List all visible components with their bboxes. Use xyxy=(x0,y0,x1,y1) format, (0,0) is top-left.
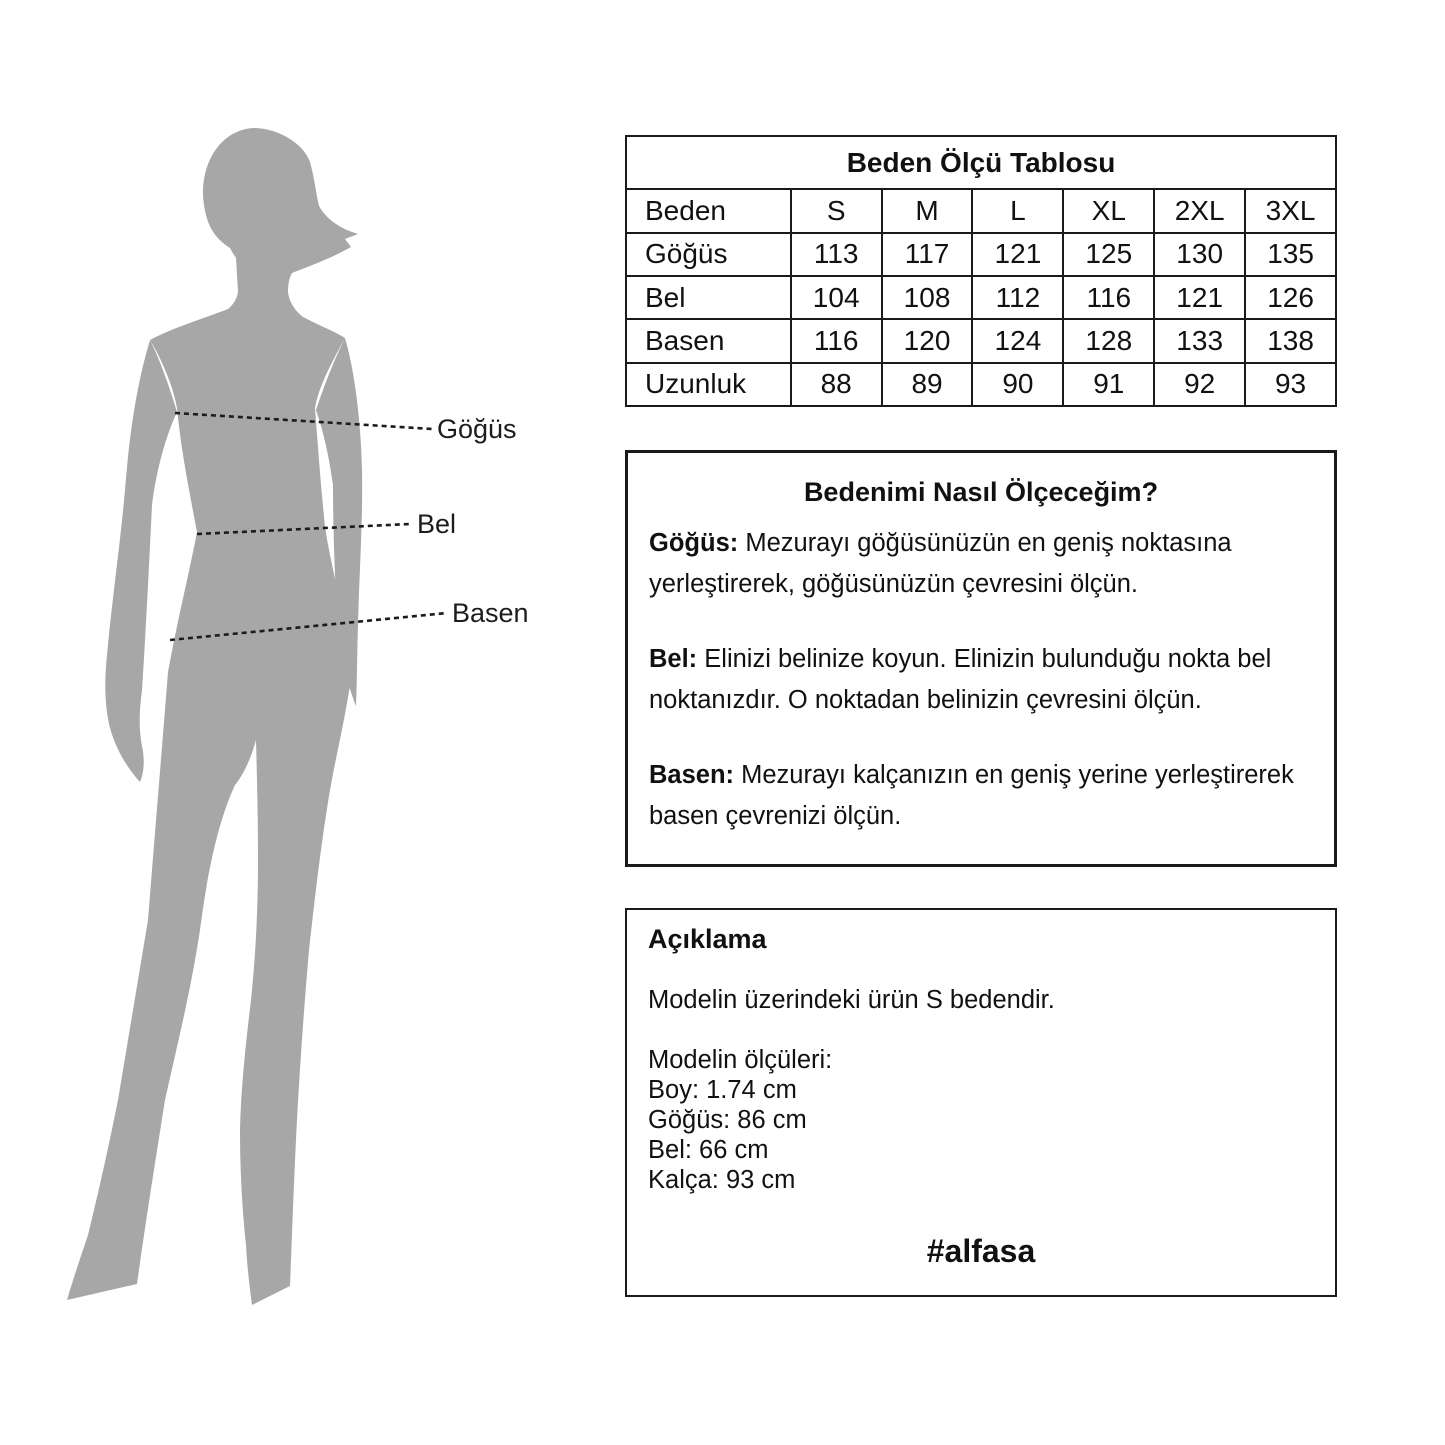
table-cell: 108 xyxy=(882,276,973,319)
table-row xyxy=(626,319,1336,362)
guide-lead-basen: Basen: xyxy=(649,761,735,789)
table-header-label: Beden xyxy=(626,189,791,232)
description-box xyxy=(625,908,1337,1297)
female-silhouette-diagram xyxy=(65,128,460,1312)
table-header-size: 2XL xyxy=(1154,189,1245,232)
table-row xyxy=(626,276,1336,319)
table-cell: 121 xyxy=(1154,276,1245,319)
table-cell: 120 xyxy=(882,319,973,362)
guide-lead-bel: Bel: xyxy=(649,645,698,673)
table-cell: 133 xyxy=(1154,319,1245,362)
table-cell: 104 xyxy=(791,276,882,319)
model-measurement-gogus: Göğüs: 86 cm xyxy=(648,1106,807,1134)
size-table-title: Beden Ölçü Tablosu xyxy=(626,136,1336,189)
brand-hashtag: #alfasa xyxy=(926,1233,1036,1269)
table-row xyxy=(626,189,1336,232)
guide-paragraph-bel xyxy=(649,639,1313,721)
model-measurement-kalca: Kalça: 93 cm xyxy=(648,1166,796,1194)
table-cell: 91 xyxy=(1063,363,1154,406)
model-measurements-title: Modelin ölçüleri: xyxy=(648,1046,833,1074)
table-cell: 88 xyxy=(791,363,882,406)
table-cell: 128 xyxy=(1063,319,1154,362)
table-cell: 135 xyxy=(1245,233,1336,276)
figure-label-basen: Basen xyxy=(452,598,529,628)
size-table xyxy=(625,135,1337,407)
table-row-label: Göğüs xyxy=(626,233,791,276)
size-table-title-row xyxy=(626,136,1336,189)
model-measurement-bel: Bel: 66 cm xyxy=(648,1136,769,1164)
table-cell: 125 xyxy=(1063,233,1154,276)
table-row-label: Basen xyxy=(626,319,791,362)
table-header-size: XL xyxy=(1063,189,1154,232)
table-cell: 126 xyxy=(1245,276,1336,319)
table-cell: 92 xyxy=(1154,363,1245,406)
table-row-label: Bel xyxy=(626,276,791,319)
guide-text-bel: Elinizi belinize koyun. Elinizin bulunduğu nokta bel noktanızdır. O noktadan belinizin çevresini ölçün. xyxy=(649,645,1272,714)
table-cell: 124 xyxy=(972,319,1063,362)
table-cell: 138 xyxy=(1245,319,1336,362)
guide-paragraph-basen xyxy=(649,755,1313,837)
table-row xyxy=(626,363,1336,406)
guide-lead-gogus: Göğüs: xyxy=(649,529,739,557)
table-cell: 116 xyxy=(791,319,882,362)
table-cell: 113 xyxy=(791,233,882,276)
table-row xyxy=(626,233,1336,276)
figure-label-bel: Bel xyxy=(417,509,457,539)
table-cell: 93 xyxy=(1245,363,1336,406)
model-size-note: Modelin üzerindeki ürün S bedendir. xyxy=(648,986,1055,1014)
table-cell: 90 xyxy=(972,363,1063,406)
measure-guide-box xyxy=(625,450,1337,867)
table-cell: 130 xyxy=(1154,233,1245,276)
table-header-size: S xyxy=(791,189,882,232)
model-measurement-boy: Boy: 1.74 cm xyxy=(648,1076,797,1104)
table-cell: 117 xyxy=(882,233,973,276)
description-title: Açıklama xyxy=(648,924,767,954)
guide-text-gogus: Mezurayı göğüsünüzün en geniş noktasına yerleştirerek, göğüsünüzün çevresini ölçün. xyxy=(649,529,1232,598)
table-header-size: M xyxy=(882,189,973,232)
measure-guide-title: Bedenimi Nasıl Ölçeceğim? xyxy=(803,477,1159,507)
table-cell: 112 xyxy=(972,276,1063,319)
guide-text-basen: Mezurayı kalçanızın en geniş yerine yerleştirerek basen çevrenizi ölçün. xyxy=(649,761,1294,830)
guide-paragraph-gogus xyxy=(649,523,1313,605)
table-header-size: L xyxy=(972,189,1063,232)
figure-label-gogus: Göğüs xyxy=(437,414,517,444)
table-header-size: 3XL xyxy=(1245,189,1336,232)
table-cell: 121 xyxy=(972,233,1063,276)
table-cell: 116 xyxy=(1063,276,1154,319)
table-cell: 89 xyxy=(882,363,973,406)
table-row-label: Uzunluk xyxy=(626,363,791,406)
